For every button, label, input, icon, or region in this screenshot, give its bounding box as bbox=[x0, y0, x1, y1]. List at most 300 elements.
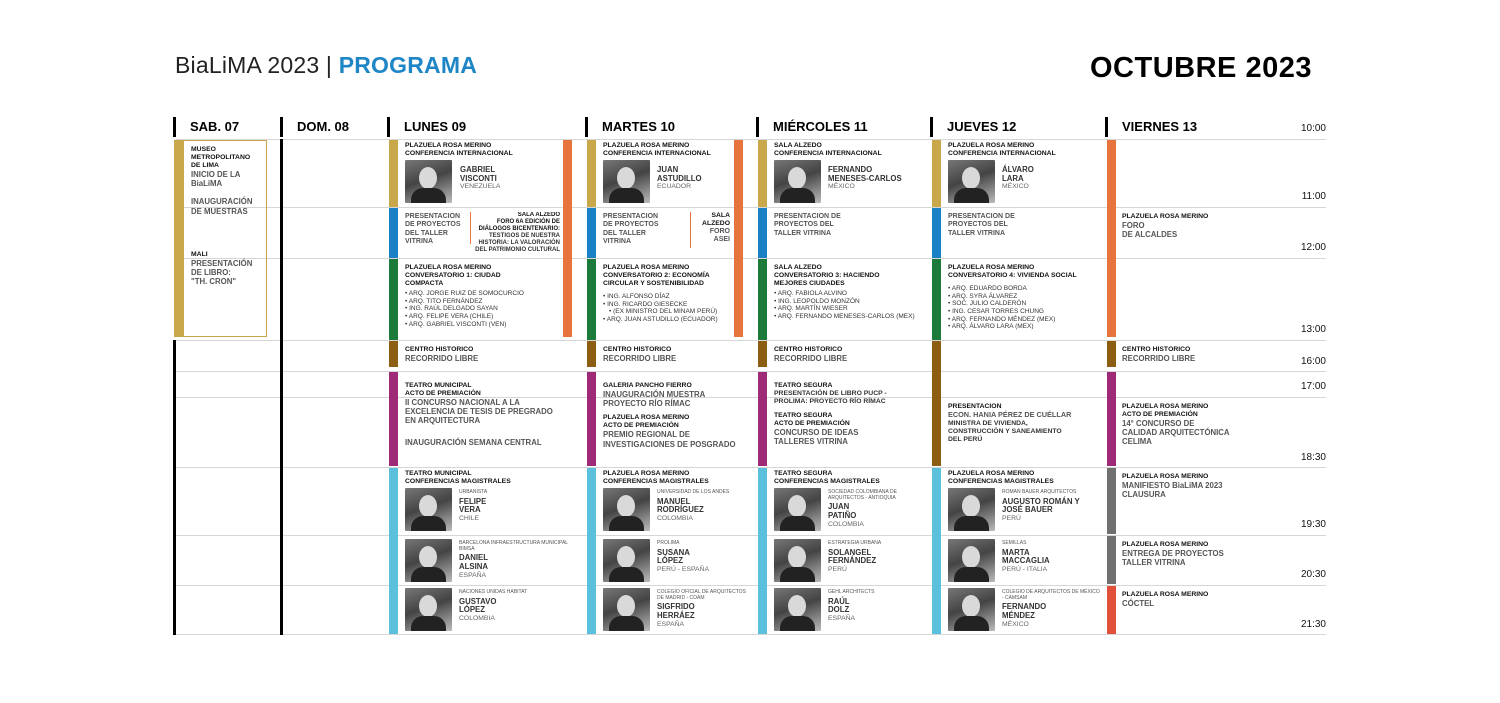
speaker-country: MÉXICO bbox=[1002, 620, 1029, 628]
speaker-country: PERÚ - ITALIA bbox=[1002, 566, 1048, 574]
event-title: CONFERENCIAS MAGISTRALES bbox=[603, 478, 709, 486]
event-title: INVESTIGACIONES DE POSGRADO bbox=[603, 439, 736, 449]
event-title: CONFERENCIA INTERNACIONAL bbox=[948, 150, 1056, 158]
event-title: PROYECTOS DEL bbox=[948, 221, 1008, 229]
day-label-thu: JUEVES 12 bbox=[947, 119, 1017, 134]
venue: TEATRO SEGURA bbox=[774, 470, 833, 477]
participant: • ARQ. FELIPE VERA (CHILE) bbox=[405, 313, 565, 321]
venue: PLAZUELA ROSA MERINO bbox=[1122, 541, 1209, 548]
speaker-name: LÓPEZ bbox=[459, 605, 485, 615]
speaker-affiliation: URBANISTA bbox=[459, 489, 488, 495]
speaker-photo bbox=[948, 160, 995, 203]
speaker-photo bbox=[603, 160, 650, 203]
event-title: DE ALCALDES bbox=[1122, 230, 1178, 240]
color-bar-magenta bbox=[1107, 372, 1116, 466]
color-bar-brown bbox=[587, 341, 596, 367]
color-bar-gold bbox=[587, 140, 596, 207]
speaker-photo bbox=[405, 488, 452, 531]
color-bar-magenta bbox=[389, 372, 398, 466]
participant: • ARQ. SYRA ÁLVAREZ bbox=[948, 293, 1103, 301]
mon-presentation bbox=[405, 213, 467, 246]
event-title: EXCELENCIA DE TESIS DE PREGRADO bbox=[405, 407, 553, 417]
speaker-affiliation: PROLIMA bbox=[657, 540, 680, 546]
venue: PLAZUELA ROSA MERINO bbox=[405, 142, 492, 149]
venue: MUSEO bbox=[191, 146, 216, 153]
participant: • ING. LEOPOLDO MONZÓN bbox=[774, 298, 930, 306]
speaker bbox=[459, 490, 574, 523]
speaker-name: SUSANA bbox=[657, 547, 690, 557]
color-bar-orange bbox=[734, 140, 743, 337]
event-title: DE PROYECTOS bbox=[603, 221, 659, 229]
day-label-sat: SAB. 07 bbox=[190, 119, 240, 134]
speaker-country: PERÚ bbox=[828, 566, 847, 574]
speaker-name: LÓPEZ bbox=[657, 556, 683, 566]
speaker-affiliation: ROMAN BAUER ARQUITECTOS bbox=[1002, 489, 1077, 495]
speaker bbox=[828, 590, 923, 623]
wed-theatre bbox=[774, 382, 924, 446]
color-bar-green bbox=[932, 259, 941, 340]
speaker-country: PERÚ bbox=[1002, 515, 1021, 523]
event-title: VITRINA bbox=[603, 237, 631, 245]
event-title: DEL TALLER bbox=[603, 229, 646, 237]
event-title: DIÁLOGOS BICENTENARIO: bbox=[478, 226, 560, 233]
speaker-role: CONSTRUCCIÓN Y SANEAMIENTO bbox=[948, 427, 1062, 435]
participants-list bbox=[948, 285, 1103, 331]
event-title: RECORRIDO LIBRE bbox=[774, 354, 848, 364]
venue: PLAZUELA ROSA MERINO bbox=[1122, 213, 1209, 220]
color-bar-magenta bbox=[758, 372, 767, 466]
grid-line bbox=[176, 585, 1326, 586]
event-title: FORO 6A EDICIÓN DE bbox=[496, 219, 560, 226]
venue: PLAZUELA ROSA MERINO bbox=[948, 470, 1035, 477]
speaker-name: AUGUSTO ROMÁN Y bbox=[1002, 496, 1080, 506]
tue-gallery bbox=[603, 382, 753, 449]
speaker-name: FERNÁNDEZ bbox=[828, 556, 877, 566]
participant: • ING. RICARDO GIESECKE bbox=[603, 301, 733, 309]
speaker-photo bbox=[603, 539, 650, 582]
participant: • ARQ. JORGE RUIZ DE SOMOCURCIO bbox=[405, 290, 565, 298]
venue: PLAZUELA ROSA MERINO bbox=[603, 142, 690, 149]
day-label-tue: MARTES 10 bbox=[602, 119, 675, 134]
day-label-wed: MIÉRCOLES 11 bbox=[773, 119, 868, 134]
venue: CENTRO HISTÓRICO bbox=[603, 346, 672, 353]
event-title: CONFERENCIAS MAGISTRALES bbox=[774, 478, 880, 486]
event-title: CALIDAD ARQUITECTÓNICA bbox=[1122, 428, 1230, 438]
speaker-name: DOLZ bbox=[828, 605, 850, 615]
thu-magistral bbox=[948, 470, 1098, 486]
mon-award bbox=[405, 382, 580, 447]
speaker-affiliation: COLEGIO OFICIAL DE ARQUITECTOS DE MADRID - COAM bbox=[657, 589, 746, 601]
event-title: INAUGURACIÓN bbox=[191, 197, 253, 207]
speaker-country: COLOMBIA bbox=[657, 515, 693, 523]
participant: • ARQ. JUAN ASTUDILLO (ECUADOR) bbox=[603, 316, 733, 324]
speaker bbox=[1002, 166, 1034, 191]
speaker-name: ÁLVARO bbox=[1002, 165, 1034, 174]
speaker bbox=[657, 590, 753, 628]
participant: • ARQ. FERNANDO MÉNDEZ (MEX) bbox=[948, 316, 1103, 324]
venue: METROPOLITANO bbox=[191, 154, 251, 162]
color-bar-brown bbox=[932, 341, 941, 466]
participant: • ARQ. EDUARDO BORDA bbox=[948, 285, 1103, 293]
divider bbox=[470, 212, 471, 244]
speaker-photo bbox=[405, 588, 452, 631]
color-bar-cyan bbox=[932, 468, 941, 634]
event-title: FORO bbox=[709, 228, 730, 236]
speaker bbox=[828, 166, 902, 191]
speaker bbox=[460, 166, 500, 191]
event-title: PREMIO REGIONAL DE bbox=[603, 430, 690, 440]
event-title: DE LIBRO: bbox=[191, 268, 231, 277]
speaker-photo bbox=[774, 488, 821, 531]
grid-line bbox=[176, 207, 1326, 208]
color-bar-brown bbox=[389, 341, 398, 367]
thu-conversatorio bbox=[948, 264, 1103, 331]
speaker-name: ECON. HANIA PÉREZ DE CUÉLLAR bbox=[948, 410, 1072, 420]
event-title: TALLER VITRINA bbox=[774, 229, 832, 237]
speaker-name: MARTA bbox=[1002, 547, 1030, 557]
event-title: TALLER VITRINA bbox=[1122, 558, 1186, 568]
grid-line bbox=[176, 535, 1326, 536]
speaker-photo bbox=[948, 488, 995, 531]
participant: • ARQ. ÁLVARO LARA (MEX) bbox=[948, 323, 1103, 331]
fri-award bbox=[1122, 403, 1272, 447]
speaker-name: DANIEL bbox=[459, 553, 489, 563]
section-title: PROGRAMA bbox=[338, 52, 478, 78]
event-title: MEJORES CIUDADES bbox=[774, 280, 845, 288]
speaker-name: PATIÑO bbox=[828, 510, 857, 520]
fri-cocktail bbox=[1122, 591, 1272, 608]
event-title: RECORRIDO LIBRE bbox=[1122, 354, 1196, 364]
event-title: PROYECTO RÍO RÍMAC bbox=[603, 399, 691, 409]
color-bar-blue bbox=[758, 208, 767, 258]
event-title: PRESENTACIÓN DE bbox=[774, 213, 841, 220]
wed-presentation bbox=[774, 213, 924, 238]
speaker-role: MINISTRA DE VIVIENDA, bbox=[948, 419, 1028, 427]
speaker-country: ECUADOR bbox=[657, 183, 691, 191]
venue: SALA bbox=[711, 212, 730, 219]
grid-line bbox=[176, 340, 1326, 341]
participants-list bbox=[603, 293, 733, 324]
day-label-mon: LUNES 09 bbox=[404, 119, 467, 134]
venue: PLAZUELA ROSA MERINO bbox=[405, 264, 492, 271]
grid-line bbox=[176, 634, 1326, 635]
participant: • SOC. JULIO CALDERÓN bbox=[948, 300, 1103, 308]
event-title: CONFERENCIAS MAGISTRALES bbox=[948, 478, 1054, 486]
speaker-name: SOLANGEL bbox=[828, 547, 872, 557]
event-title: PROYECTOS DEL bbox=[774, 221, 834, 229]
speaker bbox=[657, 541, 752, 574]
color-bar-green bbox=[587, 259, 596, 340]
color-bar-red bbox=[1107, 586, 1116, 634]
event-title: CONVERSATORIO 2: ECONOMÍA bbox=[603, 272, 710, 280]
tue-historic bbox=[603, 346, 743, 363]
speaker-photo bbox=[948, 588, 995, 631]
speaker-name: GABRIEL bbox=[460, 165, 496, 174]
event-title: TESTIGOS DE NUESTRA bbox=[488, 233, 560, 240]
event-title: CIRCULAR Y SOSTENIBILIDAD bbox=[603, 280, 704, 288]
time-label: 10:00 bbox=[1300, 123, 1326, 134]
time-label: 19:30 bbox=[1300, 519, 1326, 530]
venue: DE LIMA bbox=[191, 162, 219, 170]
event-title: DE PROYECTOS bbox=[405, 221, 461, 229]
venue: TEATRO SEGURA bbox=[774, 382, 833, 389]
speaker-country: MÉXICO bbox=[1002, 183, 1029, 191]
venue: SALA ALZEDO bbox=[517, 212, 560, 218]
color-bar-gold bbox=[932, 140, 941, 207]
speaker-photo bbox=[774, 160, 821, 203]
venue: PLAZUELA ROSA MERINO bbox=[603, 264, 690, 271]
event-title: 14° CONCURSO DE bbox=[1122, 419, 1195, 429]
speaker-affiliation: SOCIEDAD COLOMBIANA DE ARQUITECTOS - ANTIOQUIA bbox=[828, 489, 897, 501]
speaker-country: COLOMBIA bbox=[828, 520, 864, 528]
grid-line bbox=[176, 467, 1326, 468]
event-title: TALLER VITRINA bbox=[948, 229, 1006, 237]
venue: SALA ALZEDO bbox=[774, 142, 822, 149]
participant: • (EX MINISTRO DEL MINAM PERÚ) bbox=[603, 308, 733, 316]
event-title: COMPACTA bbox=[405, 280, 444, 288]
speaker bbox=[1002, 590, 1100, 628]
color-bar-gold bbox=[758, 140, 767, 207]
wed-conversatorio bbox=[774, 264, 930, 321]
speaker-country: COLOMBIA bbox=[459, 615, 495, 623]
event-title: DEL TALLER bbox=[405, 229, 448, 237]
time-label: 21:30 bbox=[1300, 619, 1326, 630]
venue: SALA ALZEDO bbox=[774, 264, 822, 271]
event-title: CONVERSATORIO 3: HACIENDO bbox=[774, 272, 880, 280]
color-bar-brown bbox=[758, 341, 767, 367]
fri-historic bbox=[1122, 346, 1272, 363]
color-bar-gold bbox=[174, 140, 183, 337]
event-title: DE MUESTRAS bbox=[191, 206, 248, 216]
participant: • ARQ. FABIOLA ALVINO bbox=[774, 290, 930, 298]
time-label: 12:00 bbox=[1300, 242, 1326, 253]
speaker bbox=[828, 541, 923, 574]
venue: PLAZUELA ROSA MERINO bbox=[1122, 403, 1209, 410]
mon-conference bbox=[405, 142, 565, 158]
venue: CENTRO HISTÓRICO bbox=[405, 346, 474, 353]
color-bar-orange bbox=[1107, 140, 1116, 337]
tue-forum bbox=[692, 212, 730, 245]
grid-line bbox=[176, 258, 1326, 259]
event-title: ASEI bbox=[713, 236, 730, 244]
venue: PLAZUELA ROSA MERINO bbox=[603, 470, 690, 477]
speaker-name: FERNANDO bbox=[828, 165, 873, 174]
wed-historic bbox=[774, 346, 924, 363]
event-title: FORO bbox=[1122, 221, 1145, 231]
tue-conference bbox=[603, 142, 733, 158]
event-title: INAUGURACIÓN MUESTRA bbox=[603, 390, 706, 400]
speaker-name: RAÚL bbox=[828, 596, 850, 606]
divider bbox=[690, 212, 691, 248]
event-title: HISTORIA: LA VALORACIÓN bbox=[478, 240, 560, 247]
color-bar-green bbox=[758, 259, 767, 340]
venue: TEATRO SEGURA bbox=[774, 412, 833, 420]
event-title: ACTO DE PREMIACIÓN bbox=[603, 422, 679, 430]
speaker-photo bbox=[774, 539, 821, 582]
participant: • ARQ. MARTÍN WIESER bbox=[774, 305, 930, 313]
speaker-name: VERA bbox=[459, 505, 481, 515]
speaker-name: FERNANDO bbox=[1002, 602, 1047, 612]
column-line bbox=[173, 340, 176, 635]
speaker-photo bbox=[405, 160, 452, 203]
event-title: RECORRIDO LIBRE bbox=[603, 354, 677, 364]
wed-conference bbox=[774, 142, 924, 158]
fri-forum bbox=[1122, 213, 1272, 239]
venue: GALERÍA PANCHO FIERRO bbox=[603, 382, 692, 389]
venue: PLAZUELA ROSA MERINO bbox=[948, 142, 1035, 149]
speaker bbox=[1002, 541, 1100, 574]
speaker-name: MÉNDEZ bbox=[1002, 610, 1035, 620]
speaker bbox=[459, 590, 574, 623]
venue: PLAZUELA ROSA MERINO bbox=[1122, 473, 1209, 480]
speaker-name: MACCAGLIA bbox=[1002, 556, 1050, 566]
speaker-name: VISCONTI bbox=[460, 173, 497, 183]
venue: ALZEDO bbox=[702, 220, 730, 228]
speaker-name: MANUEL bbox=[657, 496, 691, 506]
mon-forum bbox=[472, 212, 560, 254]
speaker-country: ESPAÑA bbox=[459, 571, 487, 579]
event-title: CONFERENCIAS MAGISTRALES bbox=[405, 478, 511, 486]
speaker-affiliation: ESTRATEGIA URBANA bbox=[828, 540, 882, 546]
participant: • ING. ALFONSO DÍAZ bbox=[603, 293, 733, 301]
event-title: BiaLiMA bbox=[191, 179, 223, 189]
color-bar-brown bbox=[1107, 341, 1116, 367]
color-bar-blue bbox=[587, 208, 596, 258]
event-title: CONFERENCIA INTERNACIONAL bbox=[603, 150, 711, 158]
speaker bbox=[657, 490, 752, 523]
event-title: PRESENTACIÓN bbox=[603, 213, 659, 220]
color-bar-cyan bbox=[758, 468, 767, 634]
speaker-country: MÉXICO bbox=[828, 183, 855, 191]
event-title: PRESENTACIÓN DE bbox=[948, 213, 1015, 220]
color-bar-green bbox=[389, 259, 398, 340]
speaker bbox=[828, 490, 923, 528]
participant: • ING. CESAR TORRES CHUNG bbox=[948, 308, 1103, 316]
event-title: INICIO DE LA bbox=[191, 170, 241, 180]
event-title: MANIFIESTO BiaLiMA 2023 bbox=[1122, 481, 1223, 491]
speaker-name: JUAN bbox=[828, 502, 850, 512]
grid-line bbox=[176, 139, 1326, 140]
speaker-name: ALSINA bbox=[459, 561, 489, 571]
day-label-fri: VIERNES 13 bbox=[1122, 119, 1198, 134]
time-label: 18:30 bbox=[1300, 452, 1326, 463]
mon-historic bbox=[405, 346, 565, 363]
sat-event bbox=[191, 146, 265, 286]
speaker-name: LARA bbox=[1002, 173, 1024, 183]
speaker-country: PERÚ - ESPAÑA bbox=[657, 566, 709, 574]
event-title: RECORRIDO LIBRE bbox=[405, 354, 479, 364]
column-line bbox=[280, 139, 283, 635]
color-bar-cyan bbox=[389, 468, 398, 634]
time-label: 13:00 bbox=[1300, 324, 1326, 335]
speaker-name: ASTUDILLO bbox=[657, 173, 702, 183]
speaker-country: ESPAÑA bbox=[828, 615, 856, 623]
event-title: DEL PATRIMONIO CULTURAL bbox=[475, 247, 560, 254]
time-label: 11:00 bbox=[1301, 191, 1326, 202]
participants-list bbox=[405, 290, 565, 328]
event-title: CONFERENCIA INTERNACIONAL bbox=[774, 150, 882, 158]
event-title: PRESENTACIÓN bbox=[948, 403, 1002, 410]
venue: PLAZUELA ROSA MERINO bbox=[603, 414, 690, 422]
speaker-country: ESPAÑA bbox=[657, 620, 685, 628]
participant: • ARQ. TITO FERNÁNDEZ bbox=[405, 298, 565, 306]
speaker-name: GUSTAVO bbox=[459, 596, 497, 606]
speaker-affiliation: NACIONES UNIDAS HABITAT bbox=[459, 589, 528, 595]
event-title: ACTO DE PREMIACIÓN bbox=[774, 420, 850, 428]
event-title: VITRINA bbox=[405, 237, 433, 245]
color-bar-blue bbox=[932, 208, 941, 258]
thu-presentation-minister bbox=[948, 403, 1103, 444]
grid-line bbox=[176, 371, 1326, 372]
venue: TEATRO MUNICIPAL bbox=[405, 470, 472, 477]
venue: PLAZUELA ROSA MERINO bbox=[948, 264, 1035, 271]
fri-delivery bbox=[1122, 541, 1272, 567]
fri-closing bbox=[1122, 473, 1272, 499]
speaker bbox=[657, 166, 702, 191]
event-title: TALLERES VITRINA bbox=[774, 437, 848, 447]
event-title: CONFERENCIA INTERNACIONAL bbox=[405, 150, 513, 158]
tue-presentation bbox=[603, 213, 673, 246]
venue: TEATRO MUNICIPAL bbox=[405, 382, 472, 389]
event-title: EN ARQUITECTURA bbox=[405, 416, 481, 426]
event-title: CONVERSATORIO 1: CIUDAD bbox=[405, 272, 501, 280]
tue-magistral bbox=[603, 470, 753, 486]
speaker-name: JUAN bbox=[657, 165, 679, 174]
event-title: CLAUSURA bbox=[1122, 490, 1166, 500]
speaker-name: MENESES-CARLOS bbox=[828, 173, 902, 183]
speaker-affiliation: UNIVERSIDAD DE LOS ANDES bbox=[657, 489, 730, 495]
speaker-photo bbox=[603, 588, 650, 631]
speaker bbox=[459, 541, 579, 579]
venue: CENTRO HISTÓRICO bbox=[1122, 346, 1191, 353]
event-title: ACTO DE PREMIACIÓN bbox=[1122, 411, 1198, 419]
participants-list bbox=[774, 290, 930, 321]
speaker-photo bbox=[405, 539, 452, 582]
event-title: II CONCURSO NACIONAL A LA bbox=[405, 398, 520, 408]
time-label: 17:00 bbox=[1300, 381, 1326, 392]
mon-conversatorio bbox=[405, 264, 565, 328]
venue: MALI bbox=[191, 250, 208, 258]
event-title: PRESENTACIÓN DE LIBRO PUCP - bbox=[774, 390, 887, 398]
thu-conference bbox=[948, 142, 1098, 158]
speaker-name: RODRÍGUEZ bbox=[657, 505, 704, 515]
color-bar-cyan bbox=[587, 468, 596, 634]
venue: PLAZUELA ROSA MERINO bbox=[1122, 591, 1209, 598]
event-title: PROLIMA: PROYECTO RÍO RÍMAC bbox=[774, 398, 886, 406]
time-label: 16:00 bbox=[1300, 356, 1326, 367]
speaker-country: CHILE bbox=[459, 515, 480, 523]
speaker bbox=[1002, 490, 1100, 523]
event-title: INAUGURACIÓN SEMANA CENTRAL bbox=[405, 437, 542, 447]
brand-title: BiaLiMA 2023 | bbox=[175, 52, 339, 78]
speaker-name: HERRÁEZ bbox=[657, 610, 695, 620]
mon-magistral bbox=[405, 470, 580, 486]
participant: • ARQ. GABRIEL VISCONTI (VEN) bbox=[405, 321, 565, 329]
month-title: OCTUBRE 2023 bbox=[1090, 52, 1312, 84]
thu-presentation bbox=[948, 213, 1098, 238]
wed-magistral bbox=[774, 470, 924, 486]
event-title: ENTREGA DE PROYECTOS bbox=[1122, 549, 1224, 559]
speaker-photo bbox=[603, 488, 650, 531]
speaker-affiliation: SEMILLAS bbox=[1002, 540, 1027, 546]
speaker-country: VENEZUELA bbox=[460, 183, 501, 191]
event-title: CONVERSATORIO 4: VIVIENDA SOCIAL bbox=[948, 272, 1077, 280]
speaker-affiliation: GEHL ARCHITECTS bbox=[828, 589, 875, 595]
venue: CENTRO HISTÓRICO bbox=[774, 346, 843, 353]
event-title: PRESENTACIÓN bbox=[191, 258, 253, 268]
page-title bbox=[175, 52, 477, 79]
event-title: "TH. CRON" bbox=[191, 277, 237, 287]
